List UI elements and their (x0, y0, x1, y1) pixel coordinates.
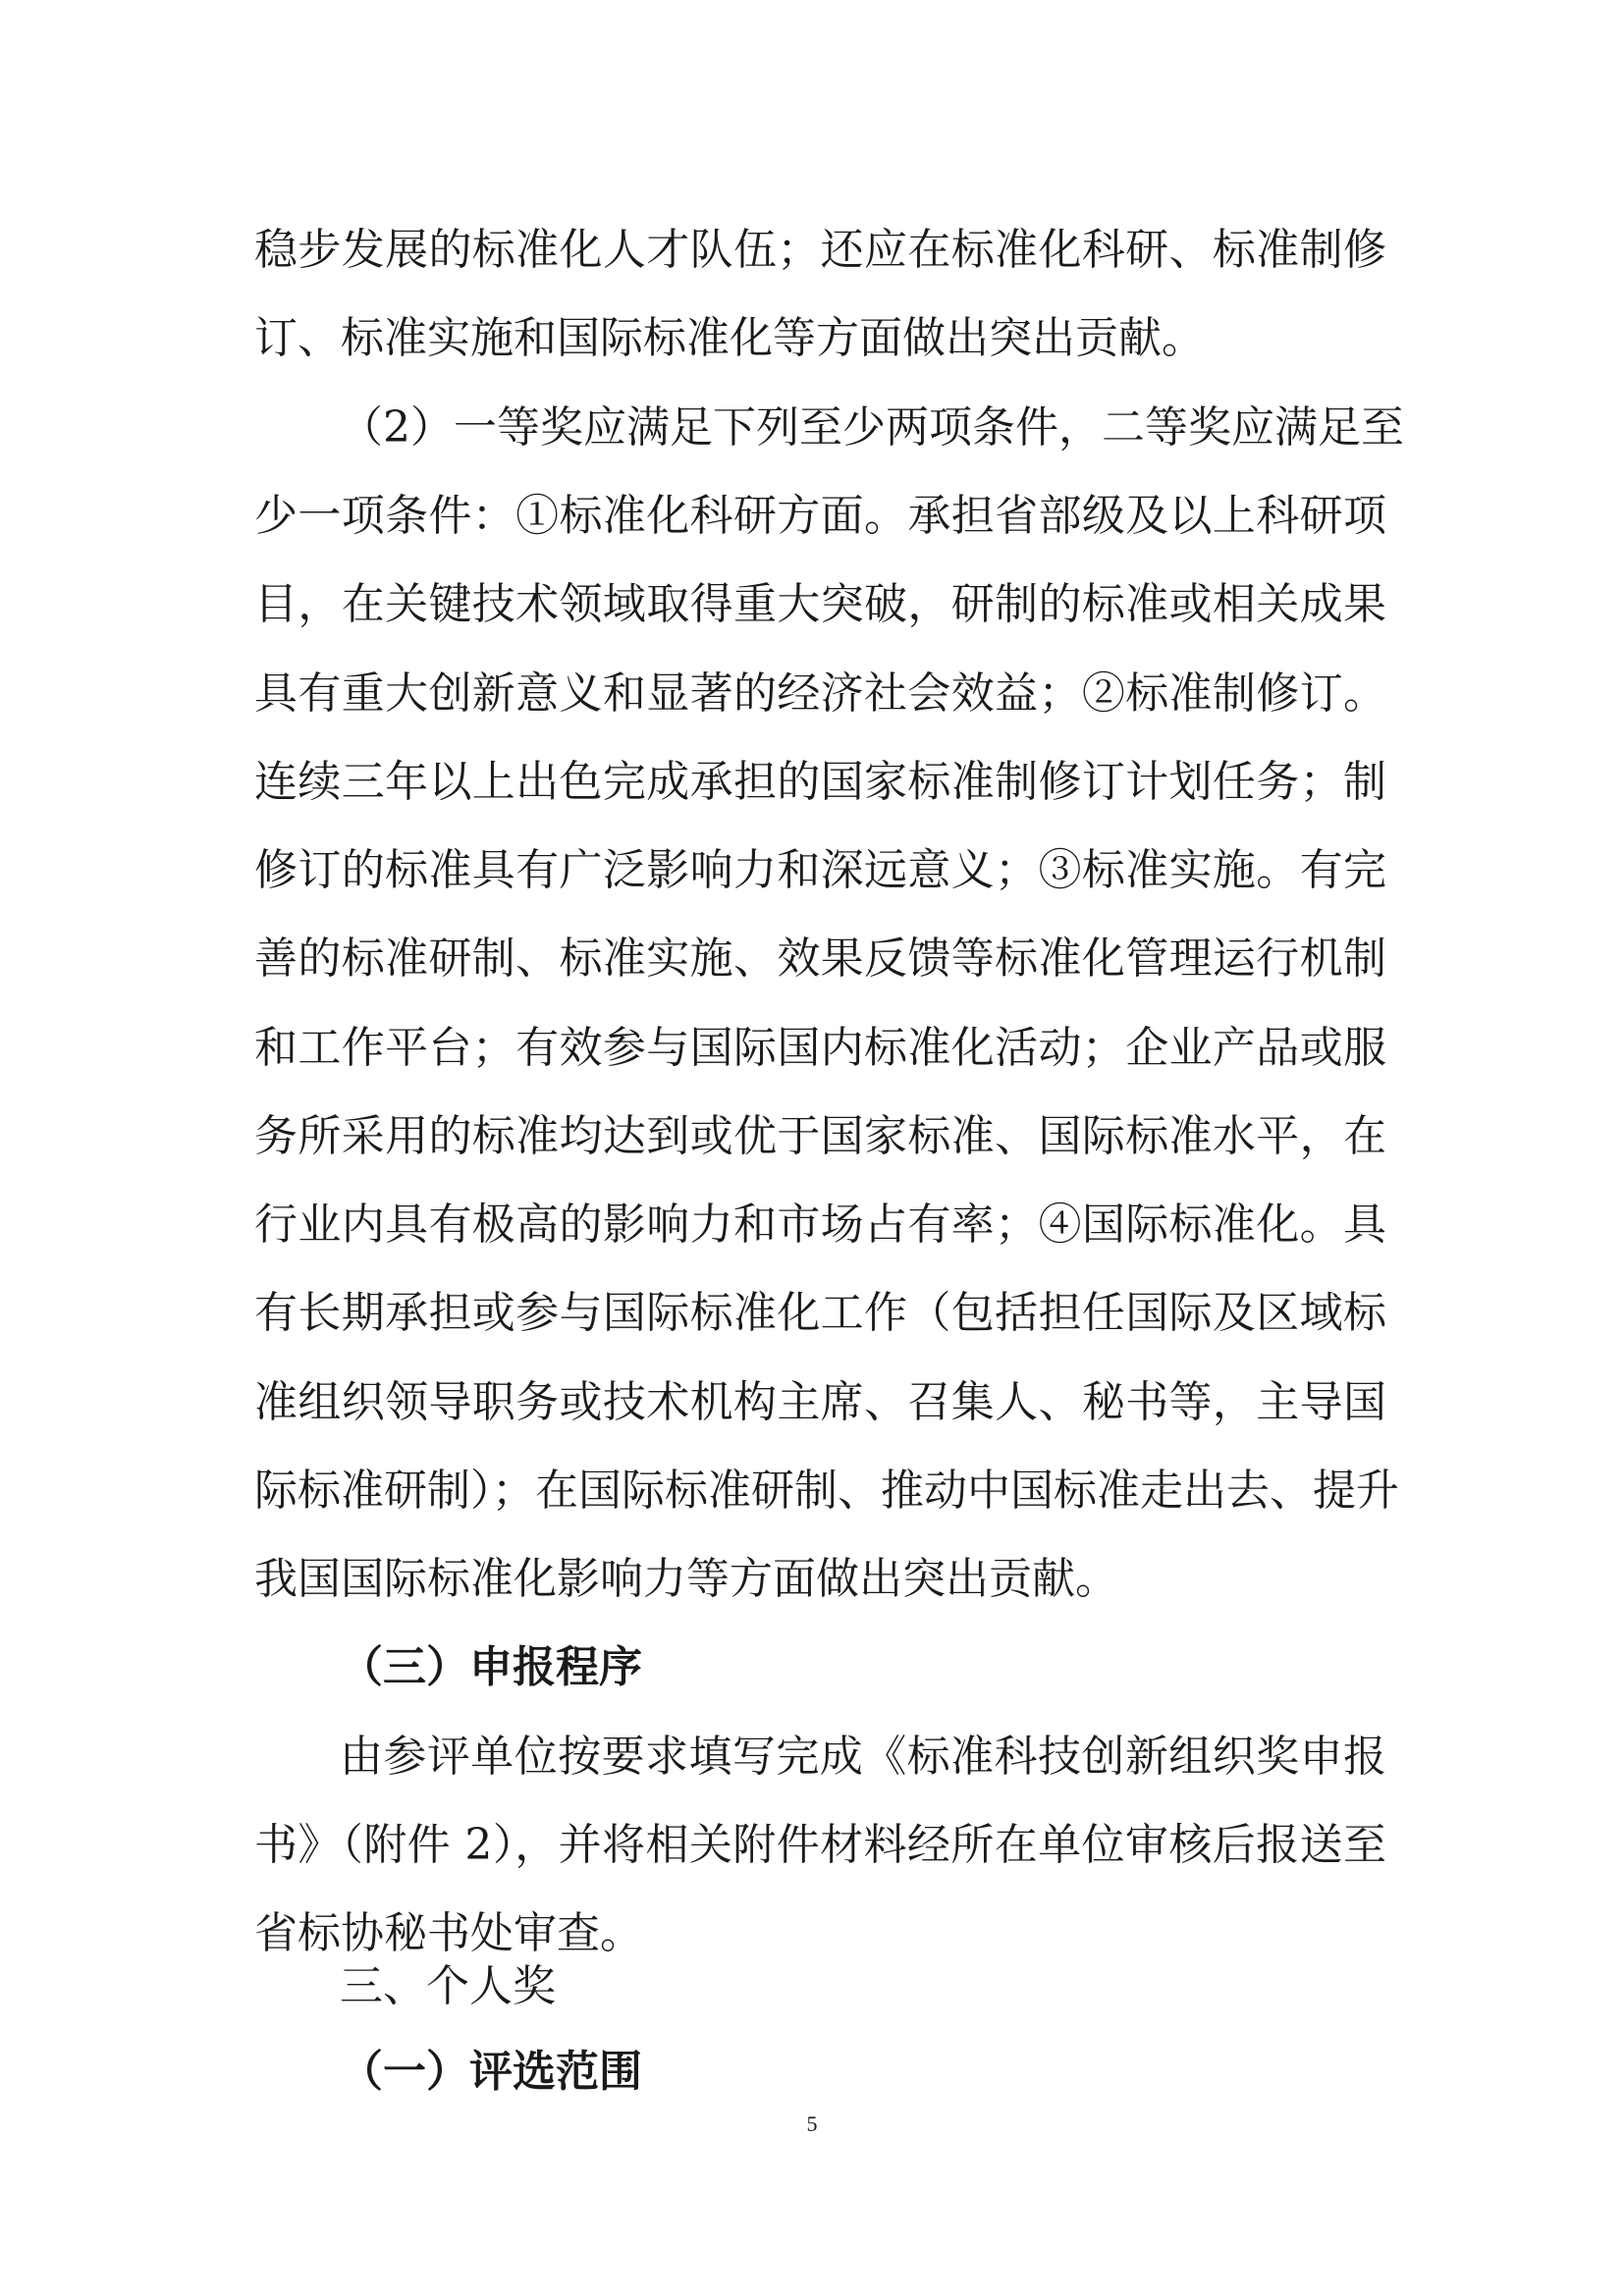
text-line: 由参评单位按要求填写完成《标准科技创新组织奖申报 (340, 1732, 1386, 1782)
subsection-heading: （一）评选范围 (340, 2047, 642, 2097)
text-line: 目，在关键技术领域取得重大突破，研制的标准或相关成果 (254, 579, 1386, 629)
page-number: 5 (806, 2111, 818, 2136)
text-line: 少一项条件：①标准化科研方面。承担省部级及以上科研项 (254, 491, 1386, 541)
text-line: 书》（附件 2），并将相关附件材料经所在单位审核后报送至 (254, 1820, 1386, 1870)
text-line: 稳步发展的标准化人才队伍；还应在标准化科研、标准制修 (254, 225, 1386, 275)
text-line: 省标协秘书处审查。 (254, 1908, 643, 1958)
text-line: 行业内具有极高的影响力和市场占有率；④国际标准化。具 (254, 1200, 1386, 1250)
text-line: 具有重大创新意义和显著的经济社会效益；②标准制修订。 (254, 668, 1386, 719)
text-line: 善的标准研制、标准实施、效果反馈等标准化管理运行机制 (254, 934, 1386, 984)
text-line: 订、标准实施和国际标准化等方面做出突出贡献。 (254, 313, 1205, 363)
section-heading: 三、个人奖 (340, 1961, 556, 2011)
text-line: 有长期承担或参与国际标准化工作（包括担任国际及区域标 (254, 1288, 1386, 1338)
text-line: 际标准研制）；在国际标准研制、推动中国标准走出去、提升 (254, 1466, 1399, 1516)
text-line: 连续三年以上出色完成承担的国家标准制修订计划任务；制 (254, 757, 1386, 807)
text-line: 我国国际标准化影响力等方面做出突出贡献。 (254, 1554, 1118, 1604)
text-line: 务所采用的标准均达到或优于国家标准、国际标准水平，在 (254, 1111, 1386, 1161)
text-line: 修订的标准具有广泛影响力和深远意义；③标准实施。有完 (254, 845, 1386, 895)
text-line: 准组织领导职务或技术机构主席、召集人、秘书等，主导国 (254, 1377, 1386, 1427)
text-line: （2）一等奖应满足下列至少两项条件，二等奖应满足至 (340, 402, 1404, 453)
text-line: 和工作平台；有效参与国际国内标准化活动；企业产品或服 (254, 1023, 1386, 1073)
subsection-heading: （三）申报程序 (340, 1642, 642, 1692)
